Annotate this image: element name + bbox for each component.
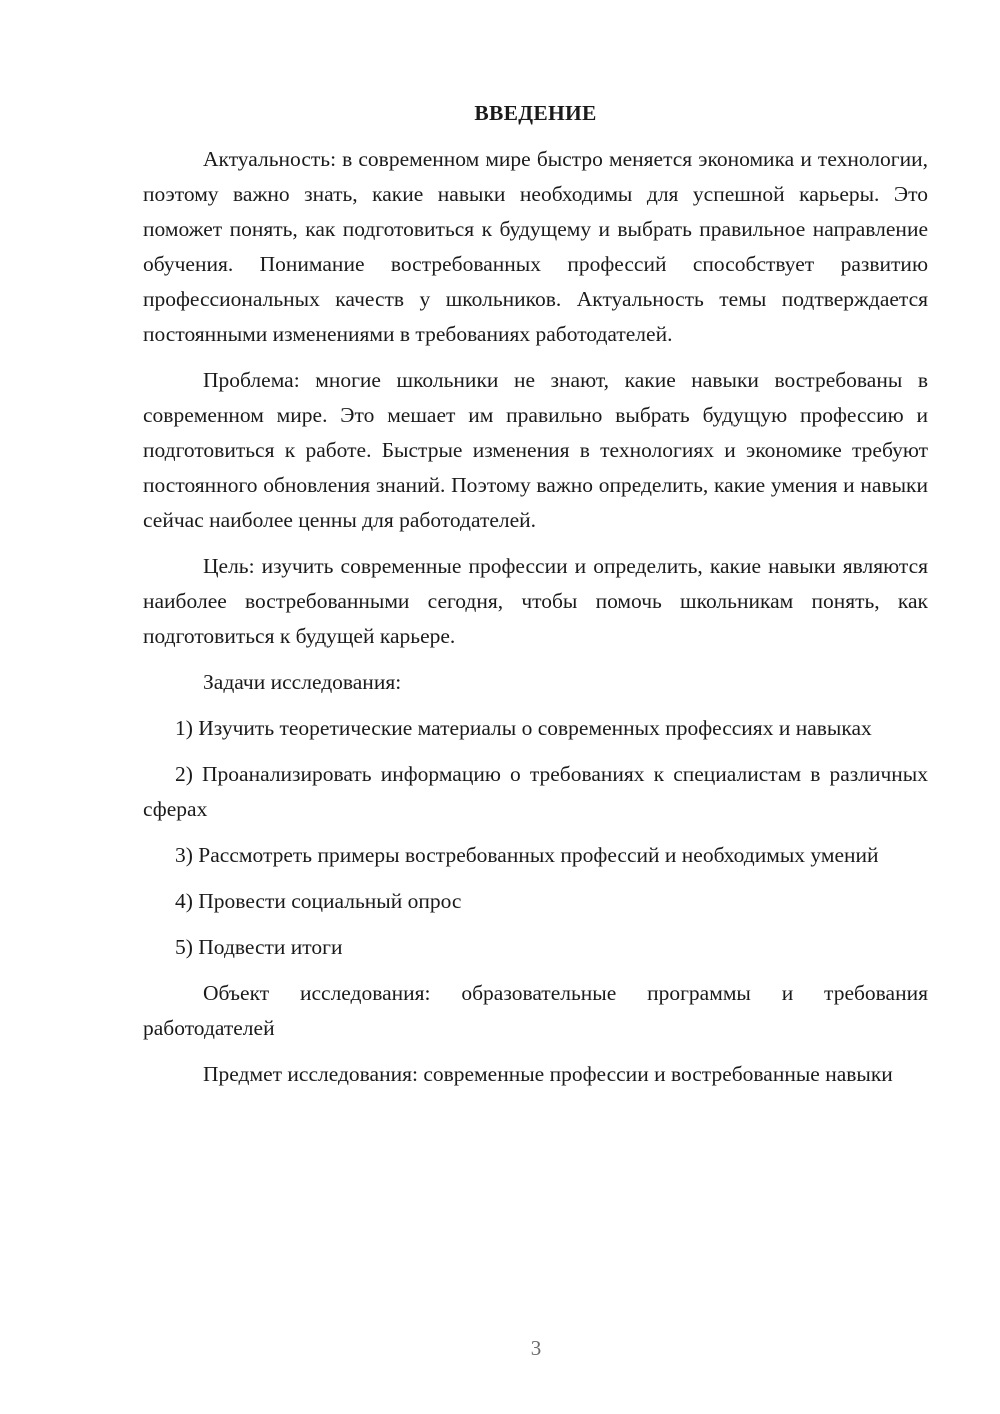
list-item: 2) Проанализировать информацию о требованиях к специалистам в различных сферах bbox=[143, 762, 928, 821]
goal-paragraph: Цель: изучить современные профессии и определить, какие навыки являются наиболее востребованными сегодня, чтобы помочь школьникам понять, как подготовиться к будущей карьере. bbox=[143, 554, 928, 648]
tasks-heading: Задачи исследования: bbox=[203, 670, 402, 694]
list-item: 1) Изучить теоретические материалы о современных профессиях и навыках bbox=[175, 716, 872, 740]
list-item: 3) Рассмотреть примеры востребованных профессий и необходимых умений bbox=[175, 843, 879, 867]
list-item: 4) Провести социальный опрос bbox=[175, 889, 462, 913]
object-paragraph: Объект исследования: образовательные программы и требования работодателей bbox=[143, 981, 928, 1040]
problem-paragraph: Проблема: многие школьники не знают, какие навыки востребованы в современном мире. Это мешает им правильно выбрать будущую профессию и подготовиться к работе. Быстрые изменения в технологиях и экономике требуют постоянного обновления знаний. Поэтому важно определить, какие умения и навыки сейчас наиболее ценны для работодателей. bbox=[143, 368, 928, 532]
section-title: ВВЕДЕНИЕ bbox=[474, 101, 597, 125]
list-item: 5) Подвести итоги bbox=[175, 935, 343, 959]
relevance-paragraph: Актуальность: в современном мире быстро меняется экономика и технологии, поэтому важно знать, какие навыки необходимы для успешной карьеры. Это поможет понять, как подготовиться к будущему и выбрать правильное направление обучения. Понимание востребованных профессий способствует развитию профессиональных качеств у школьников. Актуальность темы подтверждается постоянными изменениями в требованиях работодателей. bbox=[143, 147, 928, 346]
document-page bbox=[143, 96, 928, 1103]
tasks-list bbox=[143, 711, 928, 965]
page-number: 3 bbox=[530, 1336, 542, 1360]
subject-paragraph: Предмет исследования: современные профессии и востребованные навыки bbox=[203, 1062, 893, 1086]
